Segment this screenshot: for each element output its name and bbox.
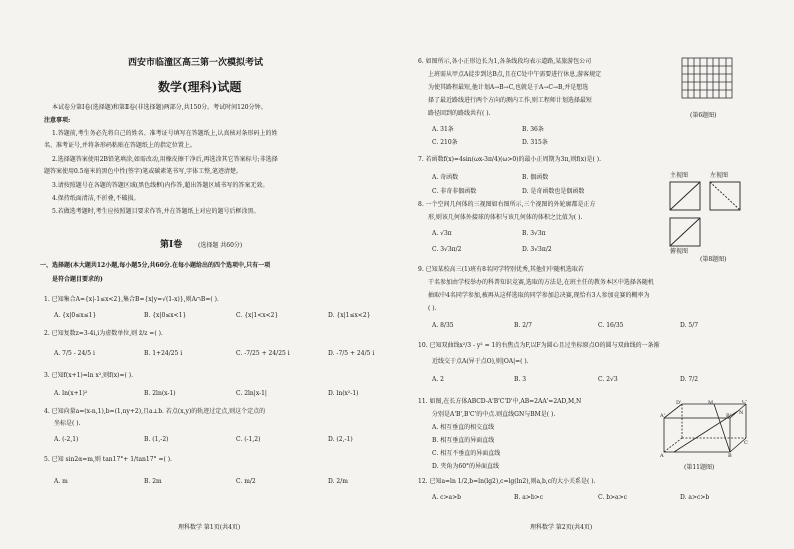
q4-option-c: C. (-1,2) (236, 436, 261, 443)
page-title: 数学(理科)试题 (158, 80, 242, 94)
svg-text:M: M (708, 400, 714, 406)
q9-option-d: D. 5/7 (680, 322, 699, 329)
svg-text:B: B (728, 453, 732, 458)
q7-option-b: B. 偶函数 (522, 174, 549, 181)
q2-option-a: A. 7/5 - 24/5 i (54, 350, 95, 357)
q3-option-d: D. ln(x²-1) (328, 390, 359, 397)
question-5: 5. 已知 sin2α=m,则 tan17°+ 1/tan17° =( ). (44, 456, 172, 463)
question-8: 8. 一个空间几何体的三视图如右图所示,三个视图的外轮廓都是正方 (418, 201, 596, 208)
question-1: 1. 已知集合A={x|-1≤x<2},集合B={x|y=√(1-x)},则A∩B=( ). (44, 296, 219, 303)
cuboid-figure (660, 400, 750, 458)
svg-text:N: N (739, 410, 744, 416)
q1-option-a: A. {x|0≤x≤1} (54, 312, 97, 319)
grid-figure (678, 56, 738, 112)
q4-option-a: A. (-2,1) (54, 436, 79, 443)
school-title: 西安市临潼区高三第一次模拟考试 (128, 58, 264, 68)
fig8-caption: (第8题图) (700, 256, 727, 263)
svg-text:A: A (660, 453, 664, 458)
question-10: 10. 已知双曲线x²/3 - y² = 1的右焦点为F,以F为圆心且过坐标原点O的圆与双曲线的一条渐 (418, 342, 660, 349)
q2-option-c: C. -7/25 + 24/25 i (236, 350, 290, 357)
part1-subtitle: (选择题 共60分) (198, 242, 243, 249)
q1-option-d: D. {x|1≤x<2} (328, 312, 371, 319)
notes-title: 注意事项: (44, 117, 71, 124)
q6-option-b: B. 36条 (522, 126, 544, 133)
q8-option-a: A. √3π (432, 230, 452, 237)
question-6-line: 择了最近路线进行两个方向的测内工作,则工程师计划选择最短 (428, 97, 592, 104)
question-6: 6. 如图所示,各小正形边长为1,各条线段均表示道路,某旅游包公司 (418, 58, 592, 65)
q4-option-d: D. (2,-1) (328, 436, 353, 443)
q2-option-b: B. 1+24/25 i (144, 350, 183, 357)
top-view-label: 俯视图 (670, 248, 689, 255)
note-4: 4.保持纸面清洁,不折叠,不破损。 (52, 195, 140, 202)
q1-option-b: B. {x|0≤x<1} (144, 312, 187, 319)
left-page (40, 0, 408, 549)
question-3: 3. 已知f(x+1)=ln x²,则f(x)=( ). (44, 372, 133, 379)
question-8-line: 形,则该几何体外接球的体积与该几何体的体积之比值为( ). (428, 214, 583, 221)
q3-option-b: B. 2ln(x-1) (144, 390, 176, 397)
svg-text:C': C' (742, 400, 748, 405)
question-12: 12. 已知a=ln 1/2,b=ln(lg2),c=lg(ln2),则a,b,c的大小关系是( ). (418, 478, 596, 485)
right-page (418, 0, 758, 549)
q10-option-a: A. 2 (432, 376, 444, 383)
question-4: 4. 已知向量a=(x-n,1),b=(1,ny+2),且a⊥b. 若点(x,y)的轨迹过定点,则这个定点的 (44, 408, 266, 415)
q10-option-b: B. 3 (514, 376, 527, 383)
question-9-line: 抽取中4名同学参加,被再从这样选取的同学参加总决赛,现恰有3人参加竞赛的概率为 (428, 292, 650, 299)
note-2: 2.选择题答案使用2B铅笔填涂,如需改动,用橡皮擦干净后,再选涂其它答案标号;非选择 (52, 156, 278, 163)
page-footer: 理科数学 第2页(共4页) (530, 524, 593, 531)
note-1b: 名、准考证号,并将条形码粘贴在答题纸上的指定位置上。 (44, 142, 196, 149)
section-heading: 一、选择题(本大题共12小题,每小题5分,共60分.在每小题给出的四个选项中,只有一项 (40, 262, 271, 269)
note-2b: 题答案使用0.5毫米的黑色中性(签字)笔或碳素笔书写,字体工整,笔迹清楚。 (44, 168, 243, 175)
q6-option-c: C. 210条 (432, 139, 458, 146)
q8-option-c: C. 3√3π/2 (432, 246, 462, 253)
note-1: 1.答题前,考生务必先将自己的姓名、准考证号填写在答题纸上,认真核对条形码上的姓 (52, 130, 278, 137)
q2-option-d: D. -7/5 + 24/5 i (328, 350, 375, 357)
note-5: 5.若做选考题时,考生应按照题目要求作答,并在答题纸上对应的题号后框涂黑。 (52, 208, 260, 215)
question-9: 9. 已知某校高三(1)班有8名同学特别优秀,其他们中随机选取若 (418, 266, 584, 273)
question-11-line: 分别是A'B',B'C'的中点.则直线GN与BM是( ). (432, 411, 556, 418)
intro-line: 本试卷分第Ⅰ卷(选择题)和第Ⅱ卷(非选择题)两部分,共150分。考试时间120分钟。 (52, 104, 267, 111)
q8-option-d: D. 3√3π/2 (522, 246, 552, 253)
question-2: 2. 已知复数z=3-4i,i为虚数单位,则 z̄/z =( ). (44, 330, 163, 337)
question-10-line: 近线交于点A(异于点O),则|OA|=( ). (432, 358, 529, 365)
q5-option-b: B. 2m (144, 478, 162, 485)
q9-option-b: B. 2/7 (514, 322, 532, 329)
q5-option-c: C. m/2 (236, 478, 256, 485)
page-footer: 理科数学 第1页(共4页) (178, 524, 241, 531)
q1-option-c: C. {x|1<x<2} (236, 312, 279, 319)
q11-option-c: C. 相互不垂直的异面直线 (432, 450, 501, 457)
q8-option-b: B. 3√3π (522, 230, 546, 237)
q9-option-c: C. 16/35 (598, 322, 624, 329)
fig6-caption: (第6题图) (690, 112, 717, 119)
q11-option-b: B. 相互垂直的异面直线 (432, 437, 495, 444)
q9-option-a: A. 8/35 (432, 322, 454, 329)
question-6-line: 为使其路程最短,他计划A→B→C,也就是于A→C→B,并是想选 (428, 84, 589, 91)
part1-title: 第Ⅰ卷 (160, 240, 183, 250)
svg-text:B': B' (726, 413, 732, 419)
question-9-line: 干名参加由学校举办的科普知识竞赛,选取的方法是,在班主任的教务本区中选择各随机 (428, 279, 654, 286)
q3-option-c: C. 2ln|x-1| (236, 390, 267, 397)
question-11: 11. 如图,在长方体ABCD-A'B'C'D'中,AB=2AA'=2AD,M,N (418, 398, 582, 405)
q12-option-d: D. a>c>b (680, 494, 710, 501)
section-heading-2: 是符合题目要求的) (52, 276, 103, 283)
q5-option-d: D. 2/m (328, 478, 348, 485)
q7-option-a: A. 奇函数 (432, 174, 459, 181)
q4-option-b: B. (1,-2) (144, 436, 169, 443)
question-9-line: ( ). (428, 305, 437, 312)
svg-text:C: C (744, 440, 748, 446)
q12-option-a: A. c>a>b (432, 494, 461, 501)
q3-option-a: A. ln(x+1)² (54, 390, 88, 397)
side-view-label: 左视图 (710, 172, 729, 179)
q5-option-a: A. m (54, 478, 68, 485)
question-6-line: 路径回到的路线共有( ). (428, 110, 491, 117)
q11-option-d: D. 夹角为60°的异面直线 (432, 463, 500, 470)
q12-option-b: B. a>b>c (514, 494, 544, 501)
question-6-line: 上班需从甲点A徒步到达B点,且在C处中午需要进行休息,游客规定 (428, 71, 602, 78)
note-3: 3.请按照题号在各题的答题区域(黑色线框)内作答,超出答题区域书写的答案无效。 (52, 182, 269, 189)
front-view-label: 主视图 (670, 172, 689, 179)
question-4-cont: 坐标是( ). (54, 420, 81, 427)
q10-option-c: C. 2√3 (598, 376, 618, 383)
q7-option-d: D. 是奇函数也是偶函数 (522, 188, 585, 195)
svg-text:A': A' (660, 413, 665, 419)
fig11-caption: (第11题图) (684, 464, 715, 471)
svg-text:D': D' (676, 400, 682, 406)
q6-option-a: A. 31条 (432, 126, 454, 133)
q6-option-d: D. 315条 (522, 139, 548, 146)
q10-option-d: D. 7/2 (680, 376, 699, 383)
q11-option-a: A. 相互垂直的相交直线 (432, 424, 495, 431)
question-7: 7. 若函数f(x)=4sin(ωx-3π/4)(ω>0)的最小正周期为3π,则f(x)是( ). (418, 156, 601, 163)
q7-option-c: C. 非奇非偶函数 (432, 188, 477, 195)
q12-option-c: C. b>a>c (598, 494, 628, 501)
